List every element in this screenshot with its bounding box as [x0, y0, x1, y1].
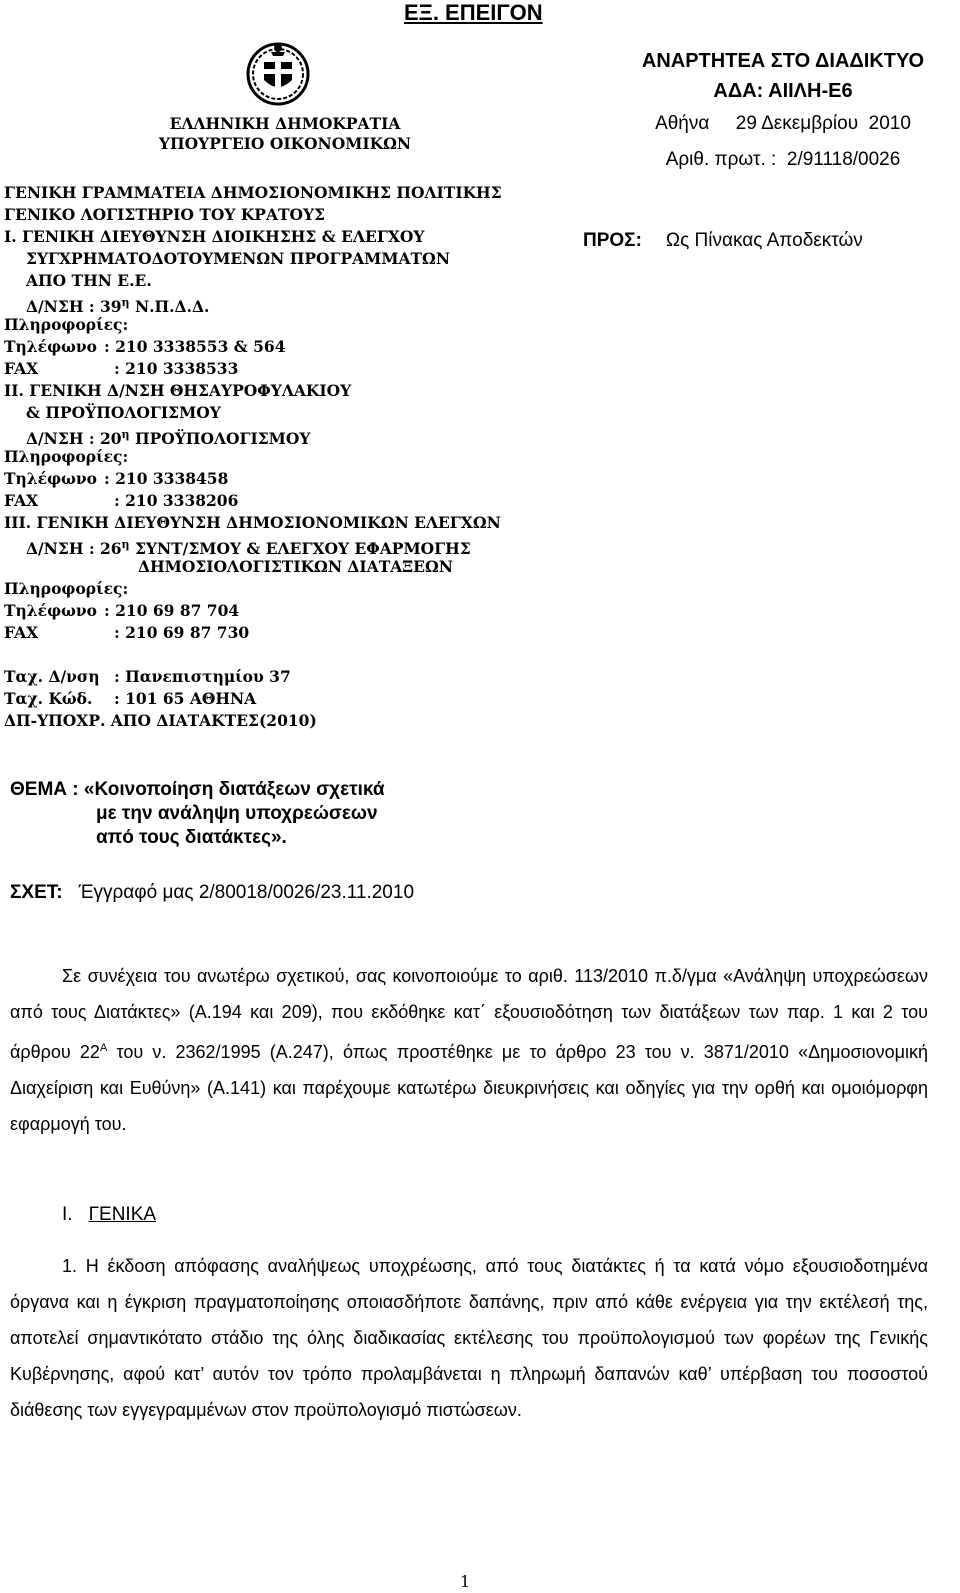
section2-info-label: Πληροφορίες: — [4, 447, 129, 466]
phone-label: Τηλέφωνο — [4, 337, 97, 356]
ada-code: ΑΔΑ: ΑΙΙΛΗ-Ε6 — [713, 80, 853, 102]
section3-phone — [4, 600, 502, 622]
phone-label: Τηλέφωνο — [4, 601, 97, 620]
fax-label: FAX — [4, 623, 39, 642]
street-value: : Πανεπιστημίου 37 — [114, 667, 291, 686]
ministry-name: ΥΠΟΥΡΓΕΙΟ ΟΙΚΟΝΟΜΙΚΩΝ — [158, 134, 412, 153]
section1-title-line2: ΣΥΓΧΡΗΜΑΤΟΔΟΤΟΥΜΕΝΩΝ ΠΡΟΓΡΑΜΜΑΤΩΝ — [26, 249, 451, 268]
section1-info-label: Πληροφορίες: — [4, 315, 129, 334]
recipient — [583, 230, 863, 252]
section2-title-line2: & ΠΡΟΫΠΟΛΟΓΙΣΜΟΥ — [26, 403, 221, 422]
section2-phone — [4, 468, 502, 490]
directorate-prefix: Δ/ΝΣΗ : 39 — [26, 297, 122, 317]
phone-label: Τηλέφωνο — [4, 469, 97, 488]
section1-title-line3: ΑΠΟ ΤΗΝ Ε.Ε. — [26, 271, 152, 290]
section2-directorate — [4, 424, 502, 449]
postal-code — [4, 688, 317, 710]
section1-directorate — [4, 292, 502, 317]
section-number: Ι. — [62, 1204, 73, 1225]
section-title: ΓΕΝΙΚΑ — [88, 1204, 157, 1225]
page-number: 1 — [460, 1572, 471, 1591]
subject-block — [10, 778, 385, 850]
section3-fax — [4, 622, 502, 644]
directorate-suffix: Ν.Π.Δ.Δ. — [129, 297, 210, 317]
reference — [10, 882, 414, 904]
section3-info-label: Πληροφορίες: — [4, 579, 129, 598]
subject-line2: με την ανάληψη υποχρεώσεων — [96, 803, 378, 824]
section1-fax — [4, 358, 502, 380]
fax-value: : 210 3338533 — [114, 359, 239, 378]
file-code: ΔΠ-ΥΠΟΧΡ. ΑΠΟ ΔΙΑΤΑΚΤΕΣ(2010) — [4, 711, 317, 730]
subject-line1: ΘΕΜΑ : «Κοινοποίηση διατάξεων σχετικά — [10, 779, 385, 800]
protocol-number: Αριθ. πρωτ. : 2/91118/0026 — [665, 149, 901, 170]
section-heading — [62, 1204, 156, 1226]
directorate-suffix: ΣΥΝΤ/ΣΜΟΥ & ΕΛΕΓΧΟΥ ΕΦΑΡΜΟΓΗΣ — [129, 539, 471, 559]
zip-label: Ταχ. Κώδ. — [4, 689, 93, 708]
directorate-ordinal: η — [121, 538, 130, 551]
urgency-label: ΕΞ. ΕΠΕΙΓΟΝ — [404, 0, 543, 25]
fax-label: FAX — [4, 491, 39, 510]
article-superscript: Α — [99, 1042, 108, 1054]
street-label: Ταχ. Δ/νση — [4, 667, 100, 686]
phone-value: : 210 3338458 — [104, 469, 229, 488]
section3-title-line1: III. ΓΕΝΙΚΗ ΔΙΕΥΘΥΝΣΗ ΔΗΜΟΣΙΟΝΟΜΙΚΩΝ ΕΛΕΓΧΩΝ — [4, 513, 501, 532]
phone-value: : 210 69 87 704 — [104, 601, 240, 620]
hellenic-coat-of-arms-icon — [244, 38, 312, 106]
body-paragraph-2: 1. Η έκδοση απόφασης αναλήψεως υποχρέωσης, από τους διατάκτες ή τα κατά νόμο εξουσιοδοτημένα όργανα και η έγκριση πραγματοποίησης οποιασδήποτε δαπάνης, πριν από κάθε ενέργεια για την εκτέλεσή της, αποτελεί σημαντικότατο στάδιο της όλης διαδικασίας εκτέλεσης του προϋπολογισμού των φορέων της Γενικής Κυβέρνησης, αφού κατ’ αυτόν τον τρόπο προλαμβάνεται η πληρωμή δαπανών καθ’ υπέρβαση του ποσοστού διάθεσης των εγγεγραμμένων στον προϋπολογισμό πιστώσεων. — [10, 1256, 928, 1420]
directorate-prefix: Δ/ΝΣΗ : 26 — [26, 539, 122, 559]
ministry-header — [140, 114, 430, 154]
section3-directorate-line2: ΔΗΜΟΣΙΟΛΟΓΙΣΤΙΚΩΝ ΔΙΑΤΑΞΕΩΝ — [138, 557, 453, 576]
address-block — [4, 666, 317, 732]
section3-directorate — [4, 534, 502, 559]
document-date: Αθήνα 29 Δεκεμβρίου 2010 — [655, 113, 911, 134]
reference-value: Έγγραφό μας 2/80018/0026/23.11.2010 — [78, 882, 415, 903]
reference-label: ΣΧΕΤ: — [10, 882, 63, 903]
recipient-label: ΠΡΟΣ: — [583, 230, 642, 251]
directorate-suffix: ΠΡΟΫΠΟΛΟΓΙΣΜΟΥ — [129, 429, 311, 449]
general-secretariat: ΓΕΝΙΚΗ ΓΡΑΜΜΑΤΕΙΑ ΔΗΜΟΣΙΟΝΟΜΙΚΗΣ ΠΟΛΙΤΙΚΗΣ — [4, 183, 502, 202]
post-online-label: ΑΝΑΡΤΗΤΕΑ ΣΤΟ ΔΙΑΔΙΚΤΥΟ — [641, 50, 925, 72]
section1-phone — [4, 336, 502, 358]
body-paragraph-1 — [10, 958, 928, 1142]
directorate-ordinal: η — [121, 296, 130, 309]
fax-value: : 210 69 87 730 — [114, 623, 250, 642]
zip-value: : 101 65 ΑΘΗΝΑ — [114, 689, 257, 708]
paragraph-text-cont: του ν. 2362/1995 (Α.247), όπως προστέθηκε με το άρθρο 23 του ν. 3871/2010 «Δημοσιονομική Διαχείριση και Ευθύνη» (Α.141) και παρέχουμε κατωτέρω διευκρινήσεις και οδηγίες για την ορθή και ομοιόμορφη εφαρμογή του. — [10, 1042, 929, 1134]
street-address — [4, 666, 317, 688]
phone-value: : 210 3338553 & 564 — [104, 337, 286, 356]
fax-value: : 210 3338206 — [114, 491, 239, 510]
fax-label: FAX — [4, 359, 39, 378]
paragraph-text: Σε συνέχεια του ανωτέρω σχετικού, σας κοινοποιούμε το αριθ. 113/2010 π.δ/γμα «Ανάληψη υποχρεώσεων από τους Διατάκτες» (Α.194 και 209), που εκδόθηκε κατ΄ εξουσιοδότηση των διατάξεων των παρ. 1 και 2 του άρθρου 22 — [10, 966, 928, 1062]
section1-title-line1: I. ΓΕΝΙΚΗ ΔΙΕΥΘΥΝΣΗ ΔΙΟΙΚΗΣΗΣ & ΕΛΕΓΧΟΥ — [4, 227, 425, 246]
recipient-value: Ως Πίνακας Αποδεκτών — [665, 230, 863, 251]
section2-fax — [4, 490, 502, 512]
republic-name: ΕΛΛΗΝΙΚΗ ΔΗΜΟΚΡΑΤΙΑ — [169, 114, 401, 133]
directorate-prefix: Δ/ΝΣΗ : 20 — [26, 429, 122, 449]
section2-title-line1: II. ΓΕΝΙΚΗ Δ/ΝΣΗ ΘΗΣΑΥΡΟΦΥΛΑΚΙΟΥ — [4, 381, 352, 400]
sender-block — [4, 182, 502, 644]
accounting-office: ΓΕΝΙΚΟ ΛΟΓΙΣΤΗΡΙΟ ΤΟΥ ΚΡΑΤΟΥΣ — [4, 205, 326, 224]
directorate-ordinal: η — [121, 428, 130, 441]
document-meta — [606, 46, 960, 178]
subject-line3: από τους διατάκτες». — [96, 827, 287, 848]
